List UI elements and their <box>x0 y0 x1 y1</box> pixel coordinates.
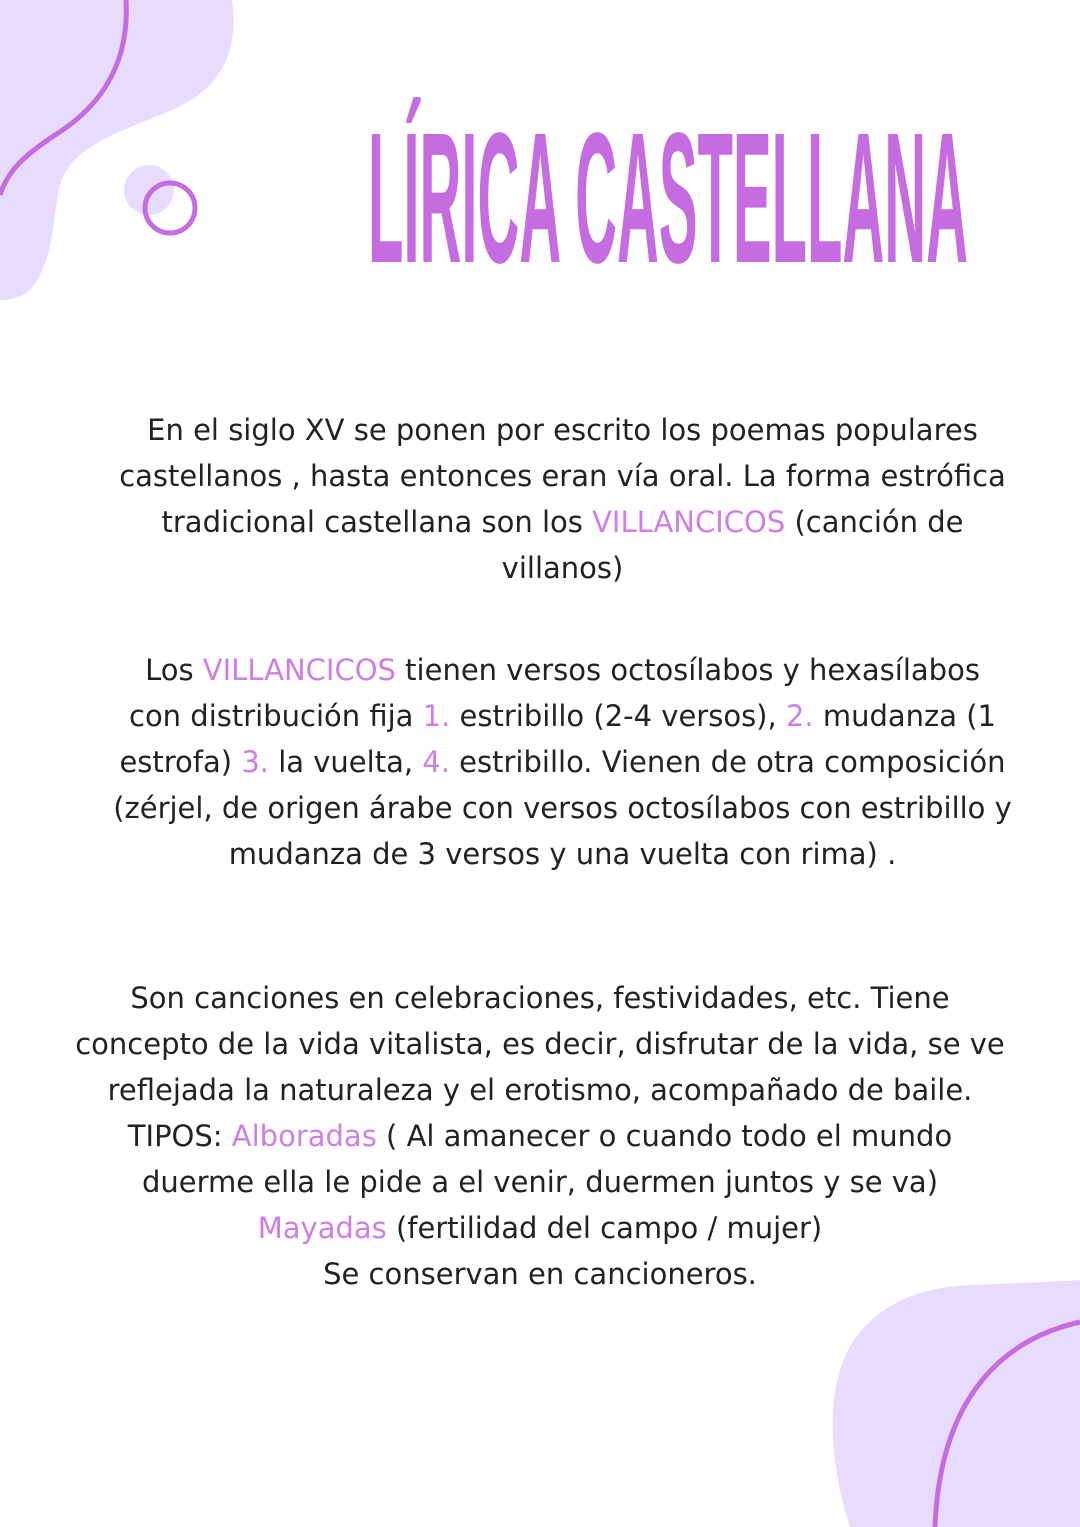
bottom-right-blob-decoration <box>830 1280 1080 1527</box>
text-line <box>40 499 1080 545</box>
text-line <box>0 975 1080 1021</box>
text-line <box>40 693 1080 739</box>
text-segment: Se conservan en cancioneros. <box>323 1257 757 1291</box>
text-segment: estribillo (2-4 versos), <box>450 699 786 733</box>
text-segment: (canción de <box>785 505 964 539</box>
highlighted-term: 4. <box>422 745 450 779</box>
small-filled-circle <box>124 165 174 215</box>
text-line <box>0 1067 1080 1113</box>
text-line <box>0 1251 1080 1297</box>
text-segment: (fertilidad del campo / mujer) <box>386 1211 823 1245</box>
text-line <box>40 739 1080 785</box>
text-line <box>0 1021 1080 1067</box>
text-segment: castellanos , hasta entonces eran vía oral. La forma estrófica <box>119 459 1006 493</box>
page-title-text: LÍRICA CASTELLANA <box>368 95 968 270</box>
text-segment: estrofa) <box>119 745 242 779</box>
text-segment: En el siglo XV se ponen por escrito los poemas populares <box>147 413 978 447</box>
text-segment: concepto de la vida vitalista, es decir, disfrutar de la vida, se ve <box>75 1027 1005 1061</box>
villancicos-paragraph <box>40 647 1080 877</box>
blob-shape <box>833 1280 1080 1527</box>
text-segment: estribillo. Vienen de otra composición <box>449 745 1006 779</box>
text-segment: ( Al amanecer o cuando todo el mundo <box>376 1119 953 1153</box>
text-segment: mudanza (1 <box>813 699 996 733</box>
text-line <box>40 647 1080 693</box>
text-segment: tradicional castellana son los <box>161 505 593 539</box>
text-line <box>40 785 1080 831</box>
top-left-blob-decoration <box>0 0 260 310</box>
text-line <box>40 831 1080 877</box>
text-line <box>40 453 1080 499</box>
highlighted-term: VILLANCICOS <box>592 505 786 539</box>
text-line <box>40 407 1080 453</box>
text-segment: villanos) <box>501 551 624 585</box>
text-line <box>0 1205 1080 1251</box>
text-segment: duerme ella le pide a el venir, duermen juntos y se va) <box>141 1165 939 1199</box>
highlighted-term: Mayadas <box>257 1211 387 1245</box>
highlighted-term: 1. <box>422 699 451 733</box>
text-segment: mudanza de 3 versos y una vuelta con rima) . <box>228 837 897 871</box>
intro-paragraph <box>40 407 1080 591</box>
text-segment: tienen versos octosílabos y hexasílabos <box>395 653 980 687</box>
highlighted-term: Alboradas <box>231 1119 377 1153</box>
text-segment: TIPOS: <box>127 1119 232 1153</box>
text-segment: con distribución fija <box>129 699 423 733</box>
page-title <box>360 70 980 270</box>
text-segment: Son canciones en celebraciones, festividades, etc. Tiene <box>130 981 950 1015</box>
highlighted-term: 2. <box>785 699 814 733</box>
types-paragraph <box>0 975 1080 1297</box>
text-segment: la vuelta, <box>269 745 423 779</box>
highlighted-term: VILLANCICOS <box>202 653 396 687</box>
text-line <box>0 1159 1080 1205</box>
text-line <box>0 1113 1080 1159</box>
text-segment: reflejada la naturaleza y el erotismo, acompañado de baile. <box>107 1073 973 1107</box>
highlighted-term: 3. <box>241 745 269 779</box>
text-segment: (zérjel, de origen árabe con versos octosílabos con estribillo y <box>113 791 1012 825</box>
text-line <box>40 545 1080 591</box>
text-segment: Los <box>145 653 203 687</box>
